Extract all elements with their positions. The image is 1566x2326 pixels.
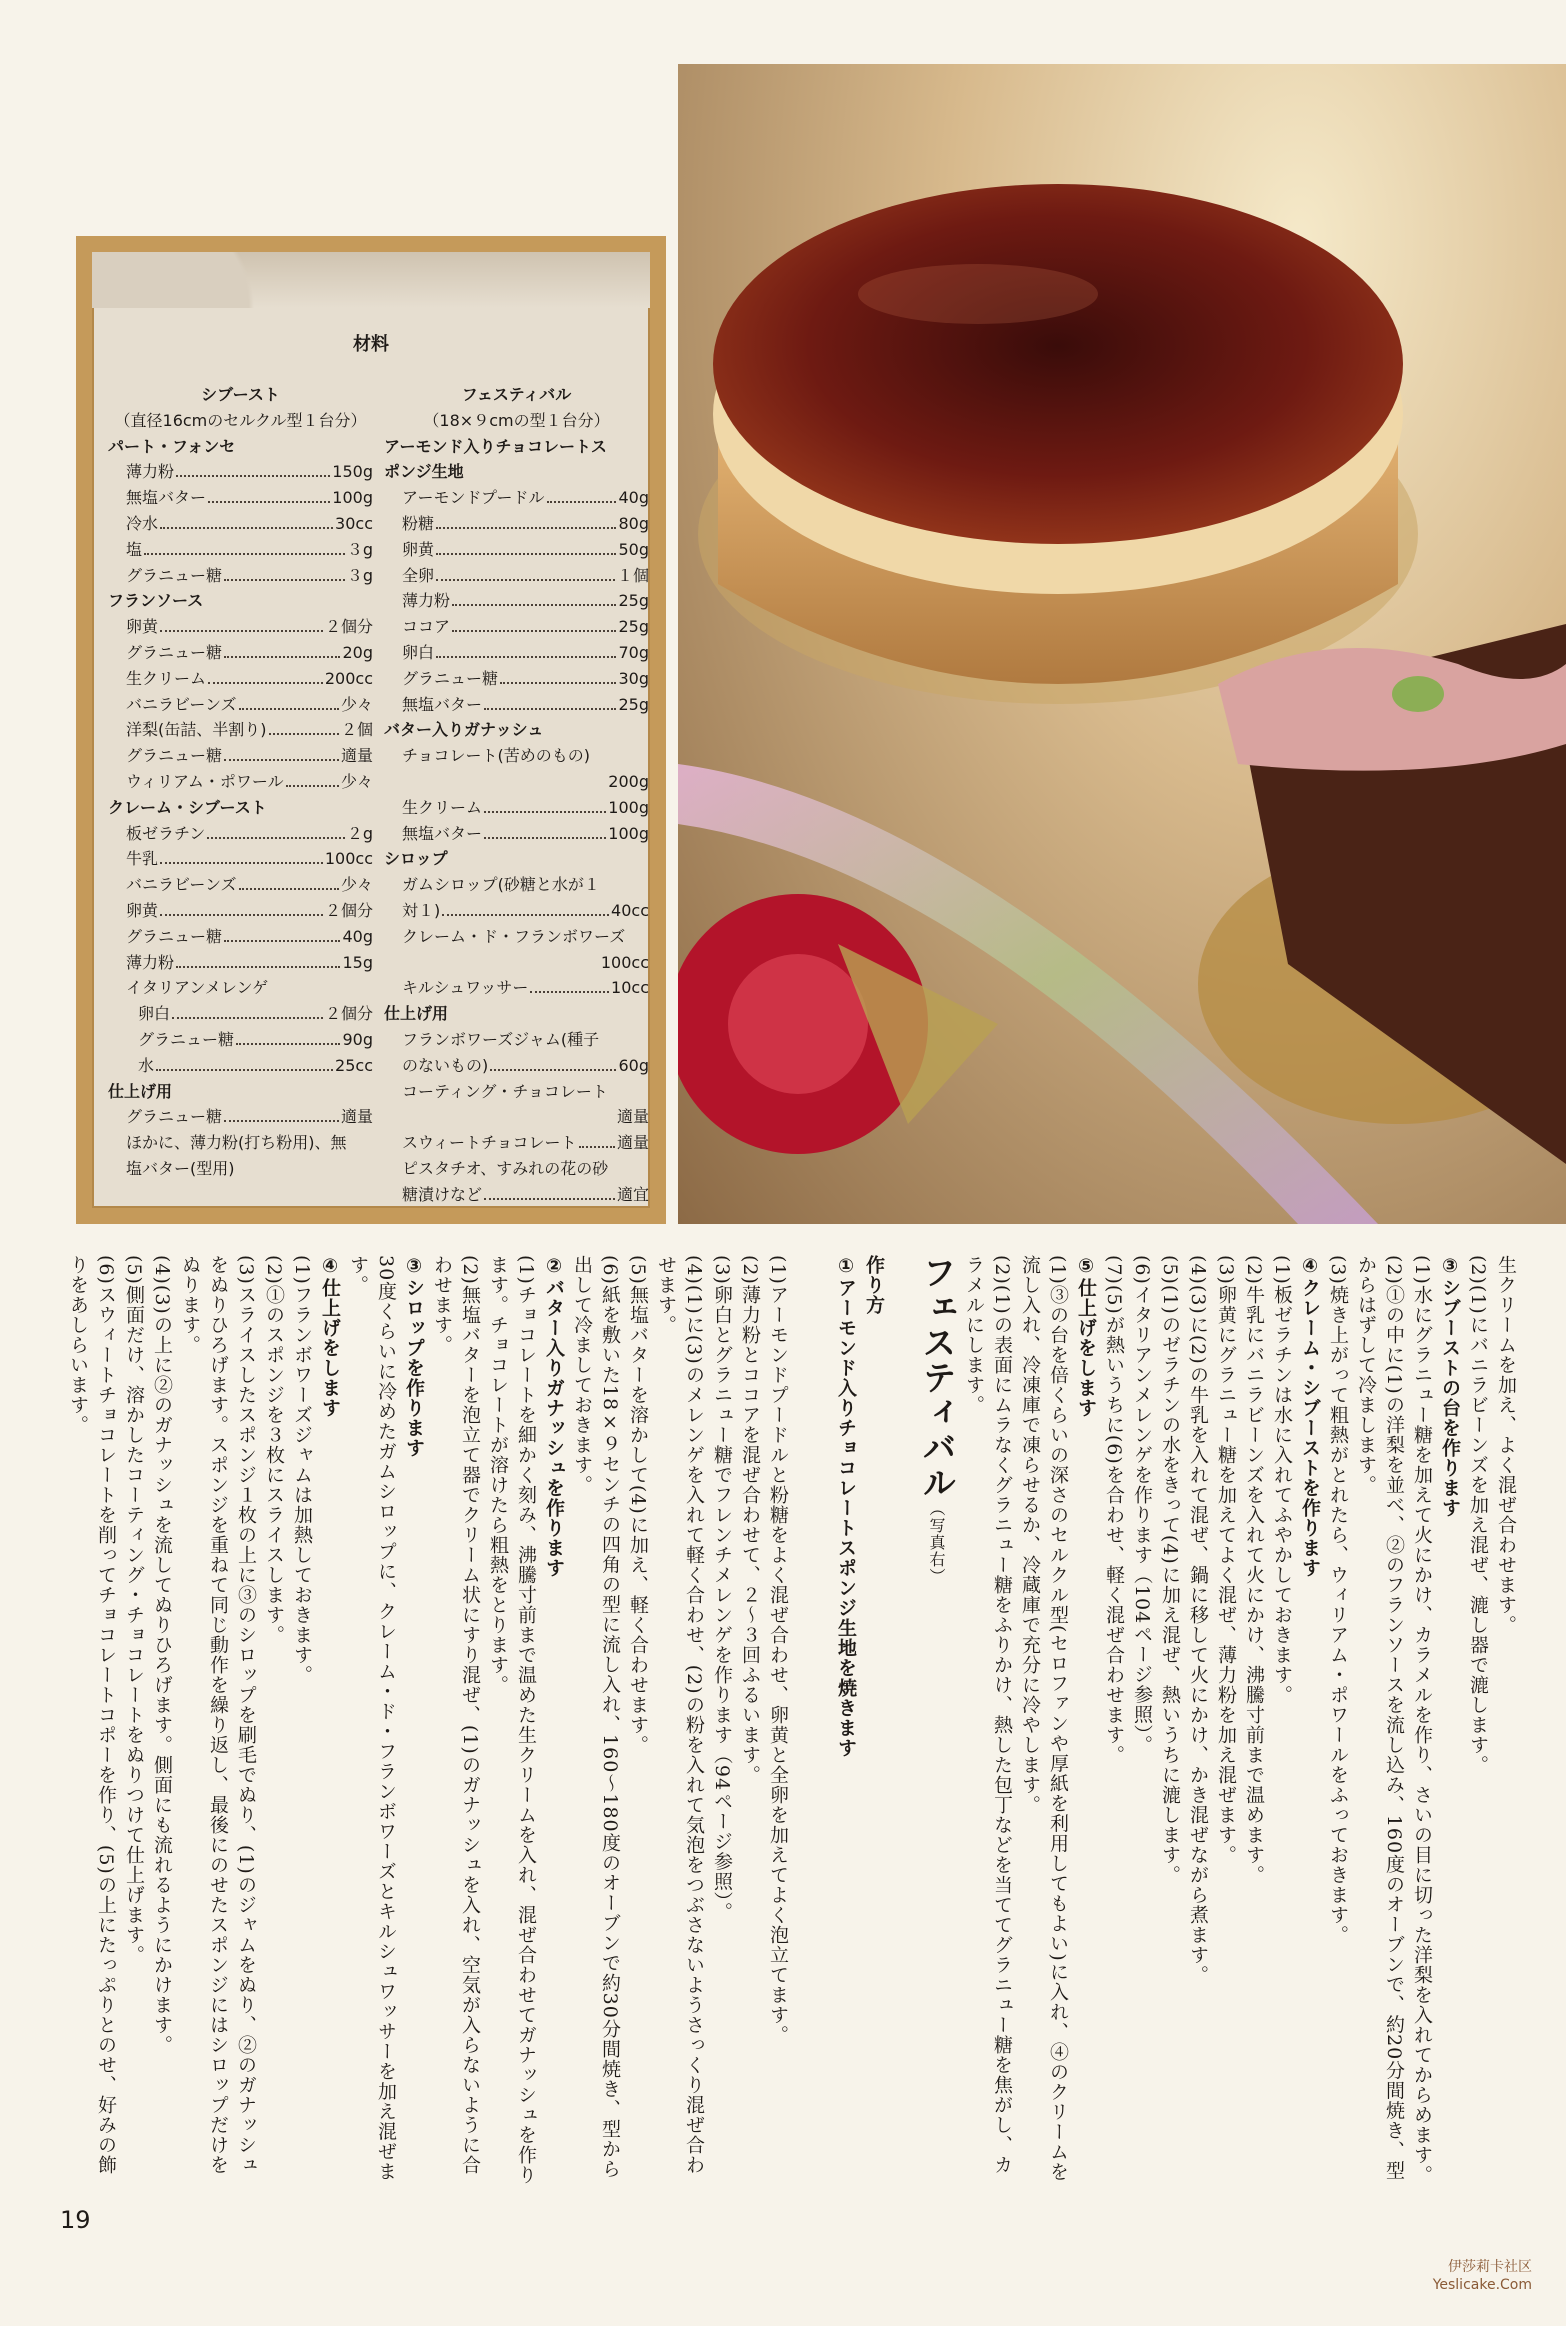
step-text: (5)(1)のゼラチンの水をきって(4)に加え混ぜ、熱いうちに漉します。 — [1159, 1255, 1181, 1885]
leader-dots — [224, 759, 339, 761]
ingredient-amount: ２個分 — [324, 617, 373, 637]
ingredient-name: 薄力粉 — [126, 462, 175, 482]
ingredient-name: 糖漬けなど — [402, 1184, 483, 1204]
leader-dots — [156, 1069, 333, 1071]
ingredient-name: 無塩バター — [402, 694, 483, 714]
ingredient-amount: 100cc — [324, 849, 373, 869]
ingredient-text: ガムシロップ(砂糖と水が１ — [402, 875, 600, 895]
caramel-glaze — [713, 184, 1403, 544]
step-text: (2)無塩バターを泡立て器でクリーム状にすり混ぜ、(1)のガナッシュを入れ、空気が入らないように合わせます。 — [431, 1255, 481, 2175]
step-text: (1)チョコレートを細かく刻み、沸騰寸前まで温めた生クリームを入れ、混ぜ合わせてガナッシュを作ります。チョコレートが溶けたら粗熱をとります。 — [487, 1255, 537, 2185]
leader-dots — [207, 837, 345, 839]
ingredient-name: 卵黄 — [126, 900, 159, 920]
ingredient-name: のないもの) — [402, 1055, 489, 1075]
ingredient-name: アーモンドプードル — [402, 488, 545, 508]
ingredient-text: フランボワーズジャム(種子 — [402, 1029, 600, 1049]
recipe-title-note: （写真右） — [927, 1500, 946, 1585]
step-heading: ④仕上げをします — [319, 1255, 341, 1418]
ingredient-name: 薄力粉 — [402, 591, 451, 611]
ingredient-row — [384, 640, 649, 666]
ingredient-row — [108, 511, 373, 537]
ingredients-title: 材料 — [353, 334, 389, 355]
leader-dots — [239, 888, 339, 890]
ingredient-amount: １個 — [616, 565, 649, 585]
ingredient-amount: 40g — [342, 926, 373, 946]
leader-dots — [452, 630, 616, 632]
ingredient-amount: 80g — [618, 513, 649, 533]
ingredient-amount: 少々 — [340, 694, 373, 714]
leader-dots — [172, 1017, 323, 1019]
ingredient-amount: 10cc — [611, 978, 649, 998]
ingredient-section: アーモンド入りチョコレートス — [384, 436, 607, 456]
ingredient-name: 卵白 — [402, 642, 435, 662]
ingredient-text: ほかに、薄力粉(打ち粉用)、無 — [126, 1133, 347, 1153]
ingredient-amount: 適量 — [616, 1133, 649, 1153]
leader-dots — [208, 501, 330, 503]
ingredient-amount: 15g — [342, 952, 373, 972]
ingredient-row — [108, 537, 373, 563]
leader-dots — [436, 553, 616, 555]
ingredient-amount: 適量 — [340, 746, 373, 766]
step-heading: ③シロップを作ります — [403, 1255, 425, 1458]
ingredient-name: ウィリアム・ポワール — [126, 771, 284, 791]
step-text: (6)紙を敷いた18×９センチの四角の型に流し入れ、160〜180度のオーブンで約30分間焼き、型から出して冷ましておきます。 — [571, 1255, 621, 2179]
step-text: (1)水にグラニュー糖を加えて火にかけ、カラメルを作り、さいの目に切った洋梨を入れてからめます。 — [1411, 1255, 1433, 2185]
step-text: (6)スウィートチョコレートを削ってチョコレートコポーを作り、(5)の上にたっぷりとのせ、好みの飾りをあしらいます。 — [67, 1255, 117, 2175]
ingredient-row — [108, 950, 373, 976]
ingredient-amount: ２個分 — [324, 1004, 373, 1024]
ingredient-name: 卵黄 — [402, 539, 435, 559]
ingredient-row — [384, 692, 649, 718]
ingredient-amount-line: 200g — [608, 771, 649, 791]
ingredient-row — [108, 563, 373, 589]
ingredient-amount: 25g — [618, 591, 649, 611]
cake-photo — [678, 64, 1566, 1224]
rose-center — [728, 954, 868, 1094]
leader-dots — [490, 1069, 616, 1071]
cake-photo-illustration — [678, 64, 1566, 1224]
step-text: (2)①の中に(1)の洋梨を並べ、②のフランソースを流し込み、160度のオーブンで、約20分間焼き、型からはずして冷まします。 — [1355, 1255, 1405, 2181]
leader-dots — [484, 1198, 615, 1200]
leader-dots — [176, 475, 330, 477]
leader-dots — [224, 1120, 339, 1122]
ingredient-name: 冷水 — [126, 513, 159, 533]
ingredient-name: グラニュー糖 — [126, 642, 223, 662]
recipe-title-text: フェスティバル — [916, 1255, 956, 1500]
ingredient-amount: 50g — [618, 539, 649, 559]
ingredient-name: 無塩バター — [402, 823, 483, 843]
ingredient-row — [384, 614, 649, 640]
step-text: (4)(3)に(2)の牛乳を入れて混ぜ、鍋に移して火にかけ、かき混ぜながら煮ます。 — [1187, 1255, 1209, 1985]
page-number: 19 — [60, 2206, 91, 2234]
leader-dots — [224, 940, 340, 942]
step-text: (1)板ゼラチンは水に入れてふやかしておきます。 — [1271, 1255, 1293, 1705]
ingredient-section: ポンジ生地 — [384, 462, 464, 482]
ingredient-name: グラニュー糖 — [126, 746, 223, 766]
ingredient-section: バター入りガナッシュ — [384, 720, 544, 740]
ingredients-column-festival — [384, 382, 649, 1208]
ingredient-row — [108, 1001, 373, 1027]
step-text: (2)(1)の表面にムラなくグラニュー糖をふりかけ、熱した包丁などを当ててグラニュー糖を焦がし、カラメルにします。 — [963, 1255, 1013, 2175]
leader-dots — [239, 708, 339, 710]
glaze-shine — [858, 264, 1098, 324]
method-text — [60, 1255, 1520, 2185]
ingredient-row — [108, 692, 373, 718]
ingredient-name: 水 — [138, 1055, 155, 1075]
ingredient-name: 粉糖 — [402, 513, 435, 533]
ingredient-amount: 100g — [332, 488, 373, 508]
ingredient-row — [108, 769, 373, 795]
ingredient-row — [108, 924, 373, 950]
ingredient-row — [384, 511, 649, 537]
step-text: (5)無塩バターを溶かして(4)に加え、軽く合わせます。 — [627, 1255, 649, 1755]
ingredient-row — [108, 1053, 373, 1079]
recipe-heading: フェスティバル — [461, 385, 572, 404]
leader-dots — [579, 1146, 615, 1148]
ingredient-amount: 20g — [342, 642, 373, 662]
ingredient-row — [108, 717, 373, 743]
ingredient-name: バニラビーンズ — [126, 694, 237, 714]
ingredient-name: 牛乳 — [126, 849, 159, 869]
leader-dots — [484, 708, 616, 710]
ingredient-name: グラニュー糖 — [138, 1029, 235, 1049]
ingredient-name: 卵黄 — [126, 617, 159, 637]
ingredient-amount: 150g — [332, 462, 373, 482]
ingredient-name: 生クリーム — [126, 668, 207, 688]
ingredient-row — [108, 743, 373, 769]
ingredient-row — [384, 563, 649, 589]
leader-dots — [484, 811, 606, 813]
recipe-yield: （18×９cmの型１台分） — [423, 410, 610, 430]
step-text: (6)イタリアンメレンゲを作ります（104ページ参照）。 — [1131, 1255, 1153, 1755]
ingredient-section: フランソース — [108, 591, 204, 611]
leader-dots — [436, 656, 616, 658]
ingredient-amount: 適宜 — [616, 1184, 649, 1204]
ingredient-text: ピスタチオ、すみれの花の砂 — [402, 1158, 609, 1178]
watermark-line2: Yeslicake.Com — [1432, 2277, 1532, 2293]
ingredient-text: クレーム・ド・フランボワーズ — [402, 926, 626, 946]
ingredient-row — [384, 821, 649, 847]
ingredient-name: 薄力粉 — [126, 952, 175, 972]
leader-dots — [160, 914, 323, 916]
ingredient-section: シロップ — [384, 849, 448, 869]
step-heading: ①アーモンド入りチョコレートスポンジ生地を焼きます — [835, 1255, 857, 1758]
step-text: (2)牛乳にバニラビーンズを入れて火にかけ、沸騰寸前まで温めます。 — [1243, 1255, 1265, 1885]
ingredient-row — [108, 485, 373, 511]
ingredient-amount: 60g — [618, 1055, 649, 1075]
recipe-title — [912, 1255, 960, 2185]
ingredient-amount: ３g — [346, 565, 373, 585]
ingredient-row — [384, 666, 649, 692]
ingredients-column-chiboust — [108, 382, 373, 1182]
ingredient-row — [108, 872, 373, 898]
step-text: (3)スライスしたスポンジ１枚の上に③のシロップを刷毛でぬり、(1)のジャムをぬり、②のガナッシュをぬりひろげます。スポンジを重ねて同じ動作を繰り返し、最後にのせたスポンジにはシロップだけをぬります。 — [179, 1255, 257, 2175]
ingredient-section: クレーム・シブースト — [108, 797, 267, 817]
pistachio — [1392, 676, 1444, 712]
ingredient-text: 塩バター(型用) — [126, 1158, 235, 1178]
ingredient-row — [384, 898, 649, 924]
ingredient-name: グラニュー糖 — [402, 668, 499, 688]
leader-dots — [208, 682, 323, 684]
ingredient-amount: ２g — [346, 823, 373, 843]
ingredient-amount: ２個 — [340, 720, 373, 740]
ingredient-amount: 40g — [618, 488, 649, 508]
leader-dots — [530, 991, 609, 993]
ingredient-amount: 40cc — [611, 900, 649, 920]
ingredient-amount: 100g — [608, 797, 649, 817]
ingredient-row — [384, 975, 649, 1001]
ingredient-amount: 100g — [608, 823, 649, 843]
ingredient-row — [108, 459, 373, 485]
column-gap — [792, 1255, 832, 2185]
recipe-heading: シブースト — [201, 385, 280, 404]
ingredient-name: グラニュー糖 — [126, 926, 223, 946]
leader-dots — [442, 914, 609, 916]
ingredient-amount: 少々 — [340, 771, 373, 791]
ingredient-row — [108, 821, 373, 847]
ingredient-amount: 90g — [342, 1029, 373, 1049]
leader-dots — [484, 837, 606, 839]
ingredient-row — [384, 537, 649, 563]
step-text: (4)(3)の上に②のガナッシュを流してぬりひろげます。側面にも流れるようにかけます。 — [151, 1255, 173, 2055]
watermark-line1: 伊莎莉卡社区 — [1448, 2259, 1532, 2275]
ingredient-amount: ３g — [346, 539, 373, 559]
ingredient-row — [384, 1182, 649, 1208]
ingredients-box — [76, 236, 666, 1224]
ingredient-row — [108, 666, 373, 692]
step-heading: ②バター入りガナッシュを作ります — [543, 1255, 565, 1578]
ingredient-amount: 200cc — [324, 668, 373, 688]
recipe-yield: （直径16cmのセルクル型１台分） — [114, 410, 367, 430]
step-text: (5)側面だけ、溶かしたコーティング・チョコレートをぬりつけて仕上げます。 — [123, 1255, 145, 1965]
step-heading: ④クレーム・シブーストを作ります — [1299, 1255, 1321, 1578]
leader-dots — [224, 579, 345, 581]
step-text: (2)薄力粉とココアを混ぜ合わせて、２〜３回ふるいます。 — [739, 1255, 761, 1785]
leader-dots — [236, 1043, 340, 1045]
ingredient-name: 全卵 — [402, 565, 435, 585]
leader-dots — [176, 966, 340, 968]
ingredient-row — [384, 1130, 649, 1156]
ingredient-amount-line: 100cc — [600, 952, 649, 972]
step-heading: 作り方 — [863, 1255, 885, 1315]
leader-dots — [144, 553, 345, 555]
ingredient-section: 仕上げ用 — [384, 1004, 449, 1024]
ingredient-row — [108, 898, 373, 924]
ingredient-name: 対１) — [402, 900, 441, 920]
ingredient-row — [384, 485, 649, 511]
step-heading: ⑤仕上げをします — [1075, 1255, 1097, 1418]
ingredient-section: 仕上げ用 — [108, 1081, 173, 1101]
ingredient-name: 洋梨(缶詰、半割り) — [126, 720, 267, 740]
ingredient-name: バニラビーンズ — [126, 875, 237, 895]
ingredient-amount: ２個分 — [324, 900, 373, 920]
ingredient-row — [108, 640, 373, 666]
step-heading: ③シブーストの台を作ります — [1439, 1255, 1461, 1518]
ingredient-row — [108, 1104, 373, 1130]
leader-dots — [224, 656, 340, 658]
ingredient-name: 板ゼラチン — [126, 823, 206, 843]
step-text: (1)フランボワーズジャムは加熱しておきます。 — [291, 1255, 313, 1685]
ingredient-row — [108, 614, 373, 640]
ingredient-amount: 70g — [618, 642, 649, 662]
step-text: (2)①のスポンジを３枚にスライスします。 — [263, 1255, 285, 1645]
ingredient-row — [384, 795, 649, 821]
step-text: (7)(5)が熱いうちに(6)を合わせ、軽く混ぜ合わせます。 — [1103, 1255, 1125, 1765]
step-text: (3)焼き上がって粗熱がとれたら、ウィリアム・ポワールをふっておきます。 — [1327, 1255, 1349, 1945]
leader-dots — [547, 501, 617, 503]
ingredient-text: コーティング・チョコレート — [402, 1081, 608, 1101]
ingredient-name: グラニュー糖 — [126, 1107, 223, 1127]
ingredient-name: 無塩バター — [126, 488, 207, 508]
ingredient-row — [108, 846, 373, 872]
ingredient-name: キルシュワッサー — [402, 978, 529, 998]
torn-paper-edge — [92, 252, 650, 308]
ingredient-amount: 25cc — [335, 1055, 373, 1075]
step-text: (1)アーモンドプードルと粉糖をよく混ぜ合わせ、卵黄と全卵を加えてよく泡立てます。 — [767, 1255, 789, 2045]
ingredient-section: パート・フォンセ — [108, 436, 236, 456]
ingredient-amount: 25g — [618, 694, 649, 714]
ingredient-amount: 25g — [618, 617, 649, 637]
ingredient-row — [108, 1027, 373, 1053]
step-text: (2)(1)にバニラビーンズを加え混ぜ、漉し器で漉します。 — [1467, 1255, 1489, 1775]
step-text: 生クリームを加え、よく混ぜ合わせます。 — [1495, 1255, 1517, 1635]
ingredient-name: 卵白 — [138, 1004, 171, 1024]
ingredient-row — [384, 588, 649, 614]
step-text: 30度くらいに冷めたガムシロップに、クレーム・ド・フランボワーズとキルシュワッサーを加え混ぜます。 — [347, 1255, 397, 2182]
step-text: (4)(1)に(3)のメレンゲを入れて軽く合わせ、(2)の粉を入れて気泡をつぶさないようさっくり混ぜ合わせます。 — [655, 1255, 705, 2175]
ingredient-amount: 30cc — [335, 513, 373, 533]
ingredient-text: イタリアンメレンゲ — [126, 978, 269, 998]
ingredient-row — [384, 1053, 649, 1079]
ingredient-amount: 適量 — [340, 1107, 373, 1127]
step-text: (3)卵黄にグラニュー糖を加えてよく混ぜ、薄力粉を加え混ぜます。 — [1215, 1255, 1237, 1865]
ingredient-name: グラニュー糖 — [126, 565, 223, 585]
leader-dots — [160, 630, 323, 632]
ingredient-name: 生クリーム — [402, 797, 483, 817]
leader-dots — [436, 527, 616, 529]
ingredient-name: ココア — [402, 617, 451, 637]
step-text: (3)卵白とグラニュー糖でフレンチメレンゲを作ります（94ページ参照）。 — [711, 1255, 733, 1922]
leader-dots — [160, 527, 333, 529]
leader-dots — [160, 862, 323, 864]
leader-dots — [269, 733, 339, 735]
ingredient-text: チョコレート(苦めのもの) — [402, 746, 591, 766]
leader-dots — [452, 604, 616, 606]
step-text: (1)③の台を倍くらいの深さのセルクル型(セロファンや厚紙を利用してもよい)に入れ、④のクリームを流し入れ、冷凍庫で凍らせるか、冷蔵庫で充分に冷やします。 — [1019, 1255, 1069, 2182]
ingredient-amount: 少々 — [340, 875, 373, 895]
ingredient-name: 塩 — [126, 539, 143, 559]
watermark — [1433, 2258, 1532, 2294]
leader-dots — [286, 785, 339, 787]
ingredient-amount-line: 適量 — [616, 1107, 649, 1127]
leader-dots — [436, 579, 615, 581]
ingredient-name: スウィートチョコレート — [402, 1133, 577, 1153]
leader-dots — [500, 682, 616, 684]
ingredient-amount: 30g — [618, 668, 649, 688]
